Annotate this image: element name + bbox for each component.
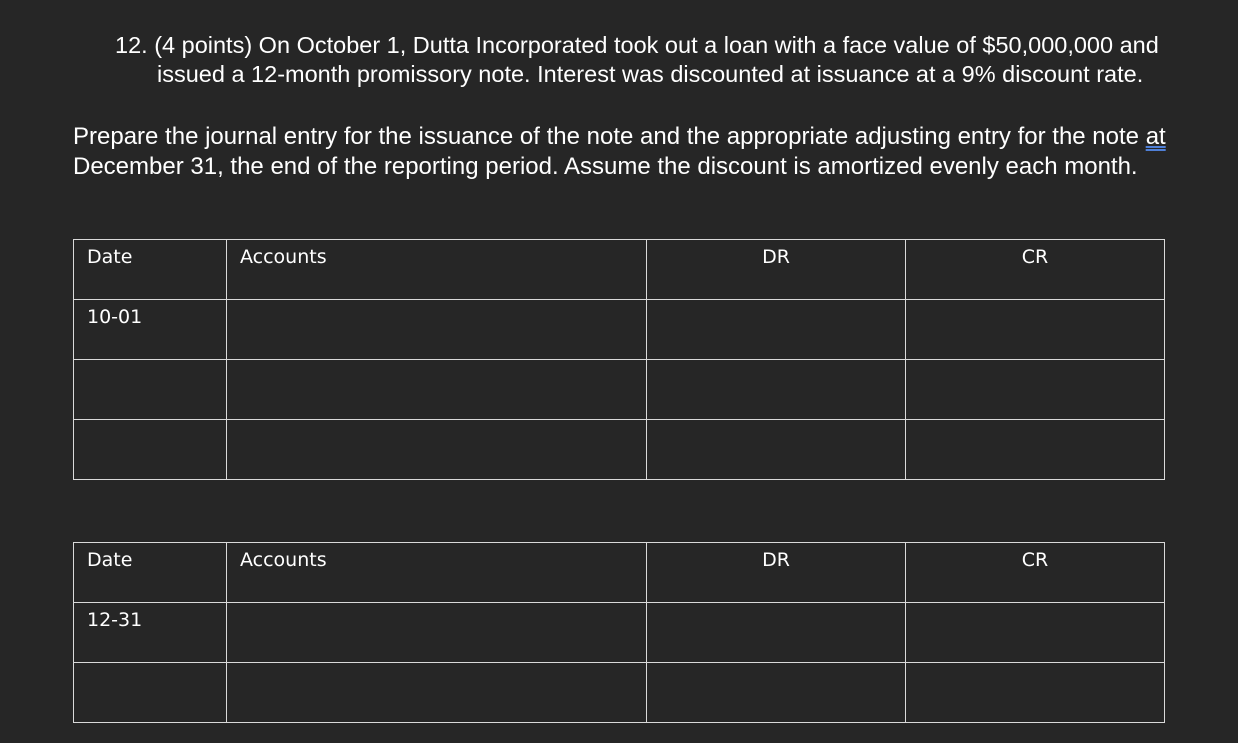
proofing-flagged-word: at: [1145, 123, 1166, 150]
dr-cell[interactable]: [647, 663, 906, 723]
dr-cell[interactable]: [647, 360, 906, 420]
table-row: [74, 360, 1165, 420]
cr-header: CR: [906, 543, 1165, 603]
accounts-cell[interactable]: [227, 603, 647, 663]
cr-cell[interactable]: [906, 300, 1165, 360]
date-cell[interactable]: [74, 360, 227, 420]
dr-cell[interactable]: [647, 300, 906, 360]
dr-cell[interactable]: [647, 420, 906, 480]
question-line-1: 12. (4 points) On October 1, Dutta Incorporated took out a loan with a face value of $50,000,000 and: [115, 32, 1159, 58]
date-cell[interactable]: 12-31: [74, 603, 227, 663]
accounts-cell[interactable]: [227, 663, 647, 723]
table-row: [74, 300, 1165, 360]
accounts-cell[interactable]: [227, 360, 647, 420]
instructions: [73, 122, 1223, 182]
table-header-row: [74, 240, 1165, 300]
journal-entry-table-adjusting: [73, 542, 1165, 723]
accounts-cell[interactable]: [227, 300, 647, 360]
cr-cell[interactable]: [906, 420, 1165, 480]
accounts-cell[interactable]: [227, 420, 647, 480]
instructions-text-end: December 31, the end of the reporting period. Assume the discount is amortized evenly each month.: [73, 153, 1138, 180]
table-header-row: [74, 543, 1165, 603]
date-header: Date: [74, 543, 227, 603]
cr-header: CR: [906, 240, 1165, 300]
question-line-2: issued a 12-month promissory note. Interest was discounted at issuance at a 9% discount rate.: [157, 61, 1144, 87]
cr-cell[interactable]: [906, 603, 1165, 663]
instructions-text-start: Prepare the journal entry for the issuance of the note and the appropriate adjusting entry for the note: [73, 123, 1146, 150]
date-cell[interactable]: [74, 420, 227, 480]
cr-cell[interactable]: [906, 663, 1165, 723]
accounts-header: Accounts: [227, 543, 647, 603]
table-row: [74, 603, 1165, 663]
date-cell[interactable]: 10-01: [74, 300, 227, 360]
dr-cell[interactable]: [647, 603, 906, 663]
date-cell[interactable]: [74, 663, 227, 723]
question-prompt: [115, 31, 1225, 89]
table-row: [74, 663, 1165, 723]
accounts-header: Accounts: [227, 240, 647, 300]
journal-entry-table-issuance: [73, 239, 1165, 480]
cr-cell[interactable]: [906, 360, 1165, 420]
dr-header: DR: [647, 543, 906, 603]
date-header: Date: [74, 240, 227, 300]
table-row: [74, 420, 1165, 480]
dr-header: DR: [647, 240, 906, 300]
